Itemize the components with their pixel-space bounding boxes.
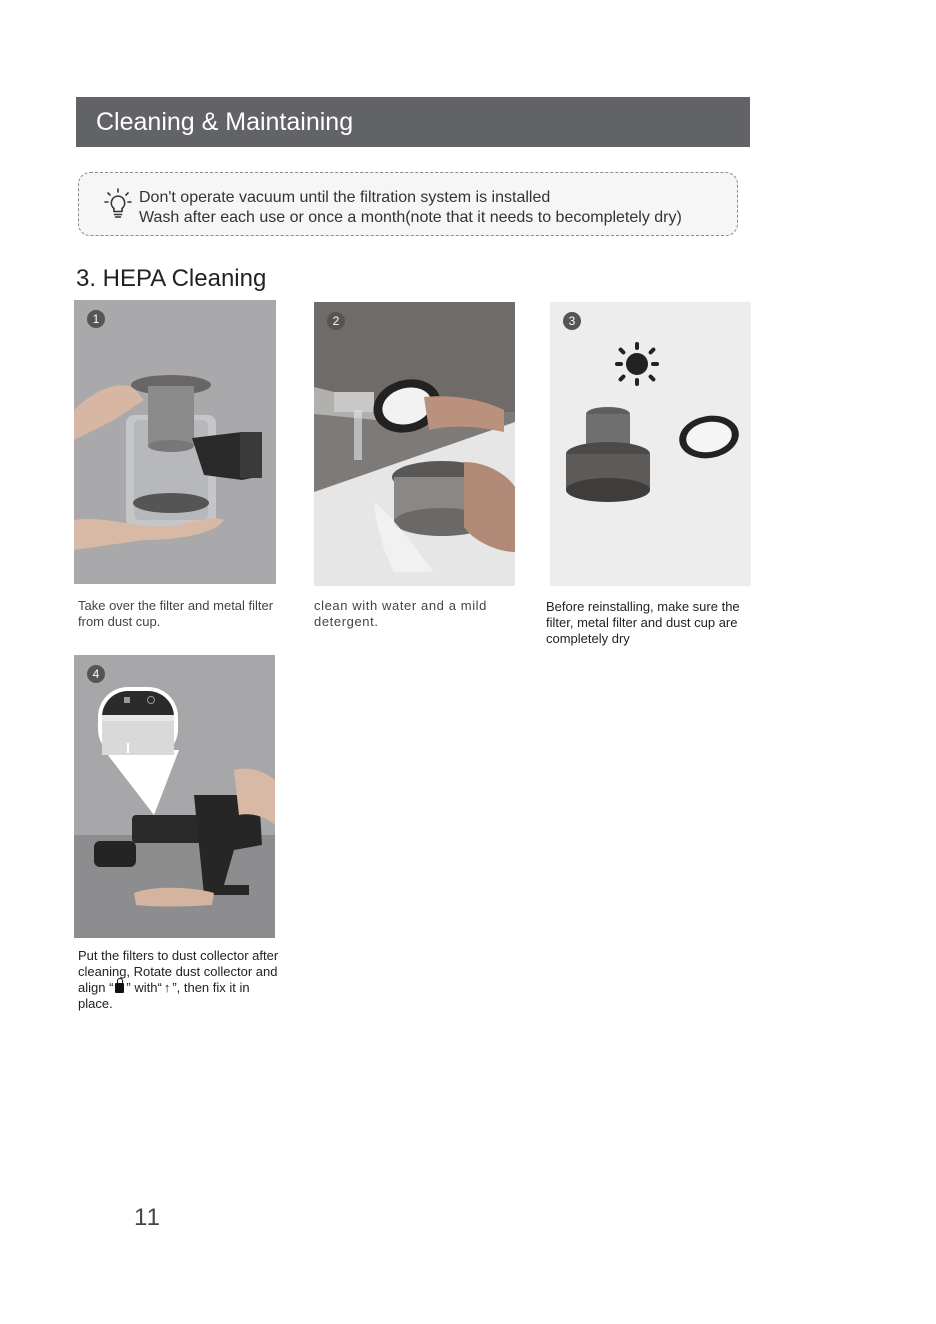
step-4-caption-part1: Put the filters to dust collector after cleaning, Rotate dust collector and align “ [78,948,279,995]
section-title: 3. HEPA Cleaning [76,265,267,292]
step-1-badge: 1 [87,310,105,328]
tip-text-2: Wash after each use or once a month(note that it needs to becompletely dry) [139,209,682,226]
sun-icon [615,342,659,386]
step-1-photo [74,300,276,584]
arrow-up-icon: ↑ [163,980,171,995]
step-2-caption: clean with water and a mild detergent. [314,598,487,629]
step-1-caption: Take over the filter and metal filter from dust cup. [78,598,274,629]
step-2-photo [314,302,515,586]
step-4-photo [74,655,275,938]
page-title: Cleaning & Maintaining [96,108,354,136]
step-4-caption-part2: ” with“ [126,980,162,995]
section-header-bar [76,97,750,147]
step-4-badge: 4 [87,665,105,683]
step-3-photo [550,302,751,586]
lock-icon [115,983,124,993]
step-4-caption [78,948,284,1012]
lightbulb-icon [103,187,133,223]
step-4-caption-part3: ”, then fix it in place. [78,980,250,1011]
tip-text-1: Don't operate vacuum until the filtration system is installed [139,189,551,206]
page-number: 11 [134,1204,161,1231]
step-3-badge: 3 [563,312,581,330]
tip-box [78,172,738,236]
step-3-caption: Before reinstalling, make sure the filter, metal filter and dust cup are completely dry [546,599,740,646]
step-2-badge: 2 [327,312,345,330]
